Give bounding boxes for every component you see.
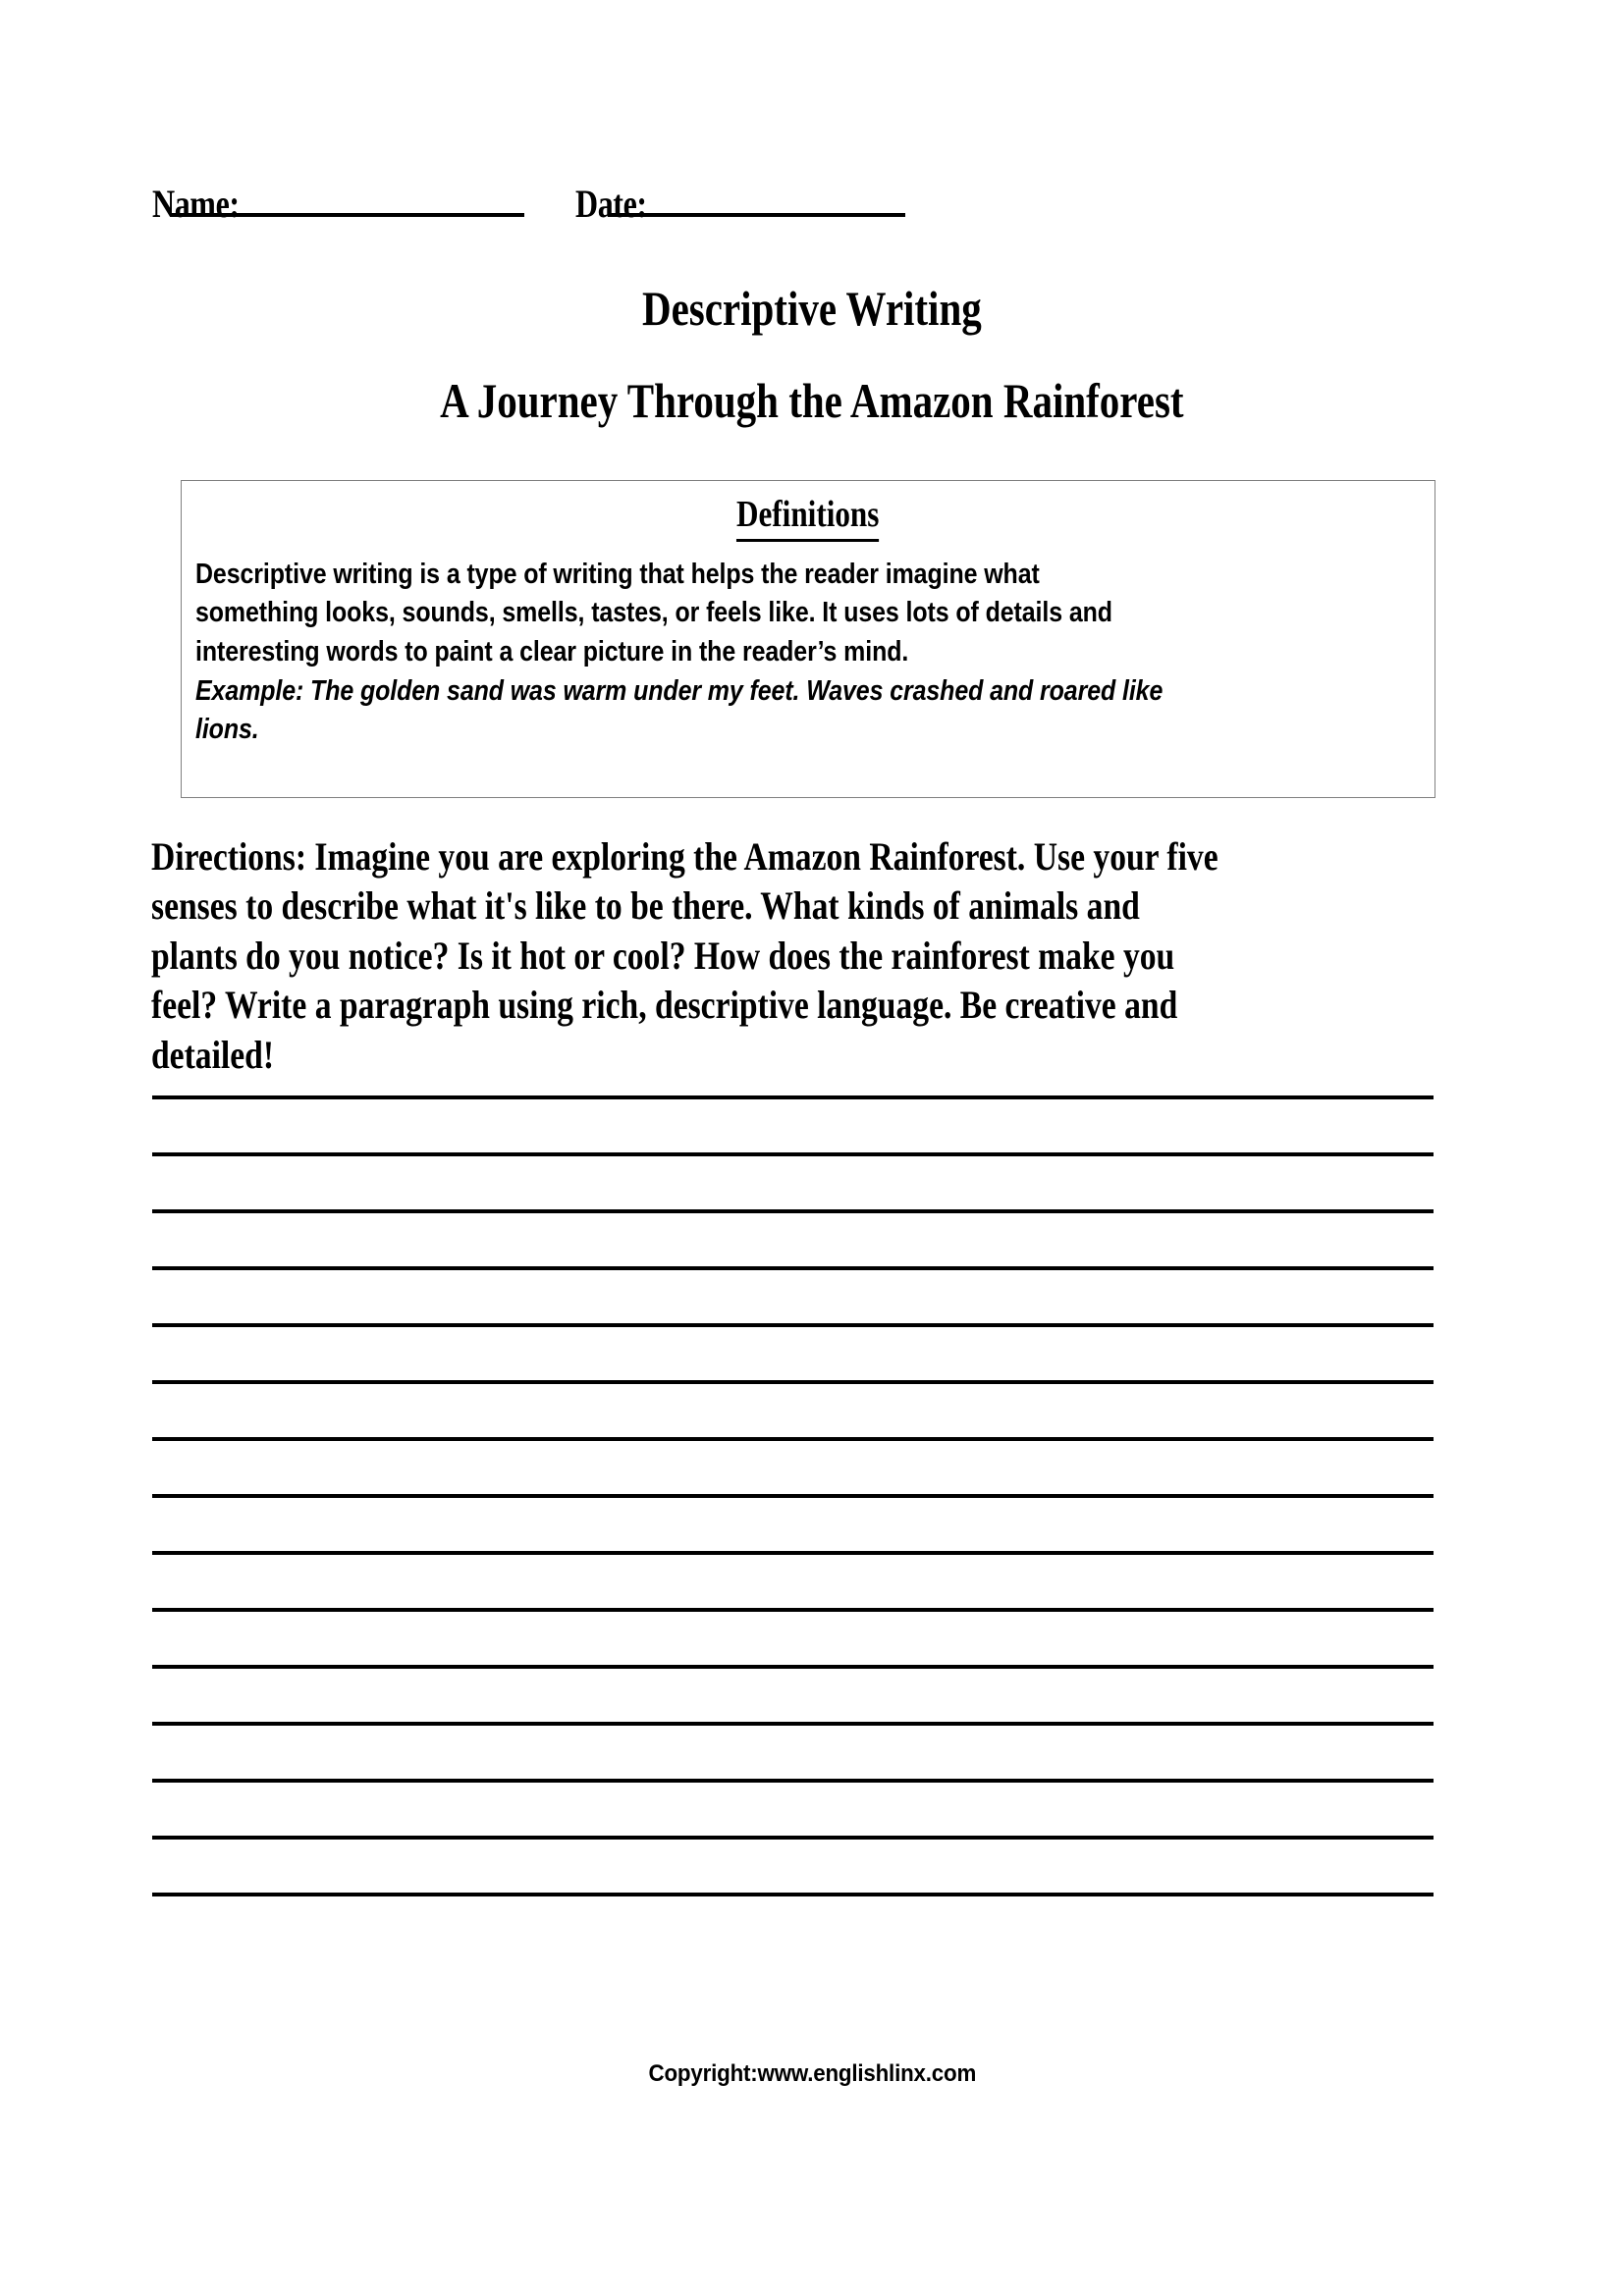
answer-line[interactable] xyxy=(152,1311,1434,1368)
definitions-example-text: Example: The golden sand was warm under my feet. Waves crashed and roared like xyxy=(195,674,1164,707)
date-write-line[interactable] xyxy=(611,187,905,217)
definitions-line-text: Descriptive writing is a type of writing that helps the reader imagine what xyxy=(195,558,1040,590)
definitions-example xyxy=(195,672,1421,750)
definitions-body xyxy=(195,556,1421,751)
answer-line[interactable] xyxy=(152,1368,1434,1425)
page-title-text: Descriptive Writing xyxy=(642,281,982,336)
definitions-line xyxy=(195,556,1421,595)
definitions-box xyxy=(181,480,1435,798)
answer-line[interactable] xyxy=(152,1824,1434,1881)
page-subtitle xyxy=(0,375,1624,427)
answer-lines[interactable] xyxy=(152,1084,1434,1938)
page-title xyxy=(0,283,1624,335)
answer-line[interactable] xyxy=(152,1084,1434,1141)
definitions-example-text: lions. xyxy=(195,714,259,746)
definitions-line xyxy=(195,633,1421,672)
definitions-example-line xyxy=(195,672,1421,712)
definitions-paragraph xyxy=(195,556,1421,672)
date-label: Date: xyxy=(574,182,647,226)
directions-line xyxy=(151,832,1433,881)
name-label: Name: xyxy=(152,182,240,226)
directions-paragraph xyxy=(151,832,1433,1080)
directions-line-text: Directions: Imagine you are exploring the Amazon Rainforest. Use your five xyxy=(151,834,1218,879)
answer-line[interactable] xyxy=(152,1881,1434,1938)
definitions-line-text: interesting words to paint a clear picture in the reader’s mind. xyxy=(195,636,909,668)
answer-line[interactable] xyxy=(152,1596,1434,1653)
definitions-line-text: something looks, sounds, smells, tastes, or feels like. It uses lots of details and xyxy=(195,597,1112,629)
directions-line-text: senses to describe what it's like to be there. What kinds of animals and xyxy=(151,883,1140,929)
copyright-text: Copyright:www.englishlinx.com xyxy=(648,2060,976,2087)
directions-line-text: detailed! xyxy=(151,1032,275,1077)
answer-line[interactable] xyxy=(152,1198,1434,1255)
answer-line[interactable] xyxy=(152,1141,1434,1198)
answer-line[interactable] xyxy=(152,1425,1434,1482)
directions-line xyxy=(151,981,1433,1030)
answer-line[interactable] xyxy=(152,1482,1434,1539)
answer-line[interactable] xyxy=(152,1539,1434,1596)
name-date-row xyxy=(152,182,1478,243)
definitions-line xyxy=(195,594,1421,633)
page-subtitle-text: A Journey Through the Amazon Rainforest xyxy=(440,373,1184,428)
copyright-notice xyxy=(0,2060,1624,2088)
directions-line xyxy=(151,881,1433,931)
answer-line[interactable] xyxy=(152,1710,1434,1767)
directions-line-text: plants do you notice? Is it hot or cool? How does the rainforest make you xyxy=(151,933,1175,978)
answer-line[interactable] xyxy=(152,1767,1434,1824)
directions-line xyxy=(151,932,1433,981)
definitions-heading-text: Definitions xyxy=(736,493,879,542)
definitions-heading xyxy=(182,493,1435,542)
answer-line[interactable] xyxy=(152,1255,1434,1311)
directions-line xyxy=(151,1031,1433,1080)
answer-line[interactable] xyxy=(152,1653,1434,1710)
definitions-example-line xyxy=(195,711,1421,750)
directions-line-text: feel? Write a paragraph using rich, descriptive language. Be creative and xyxy=(151,983,1178,1028)
